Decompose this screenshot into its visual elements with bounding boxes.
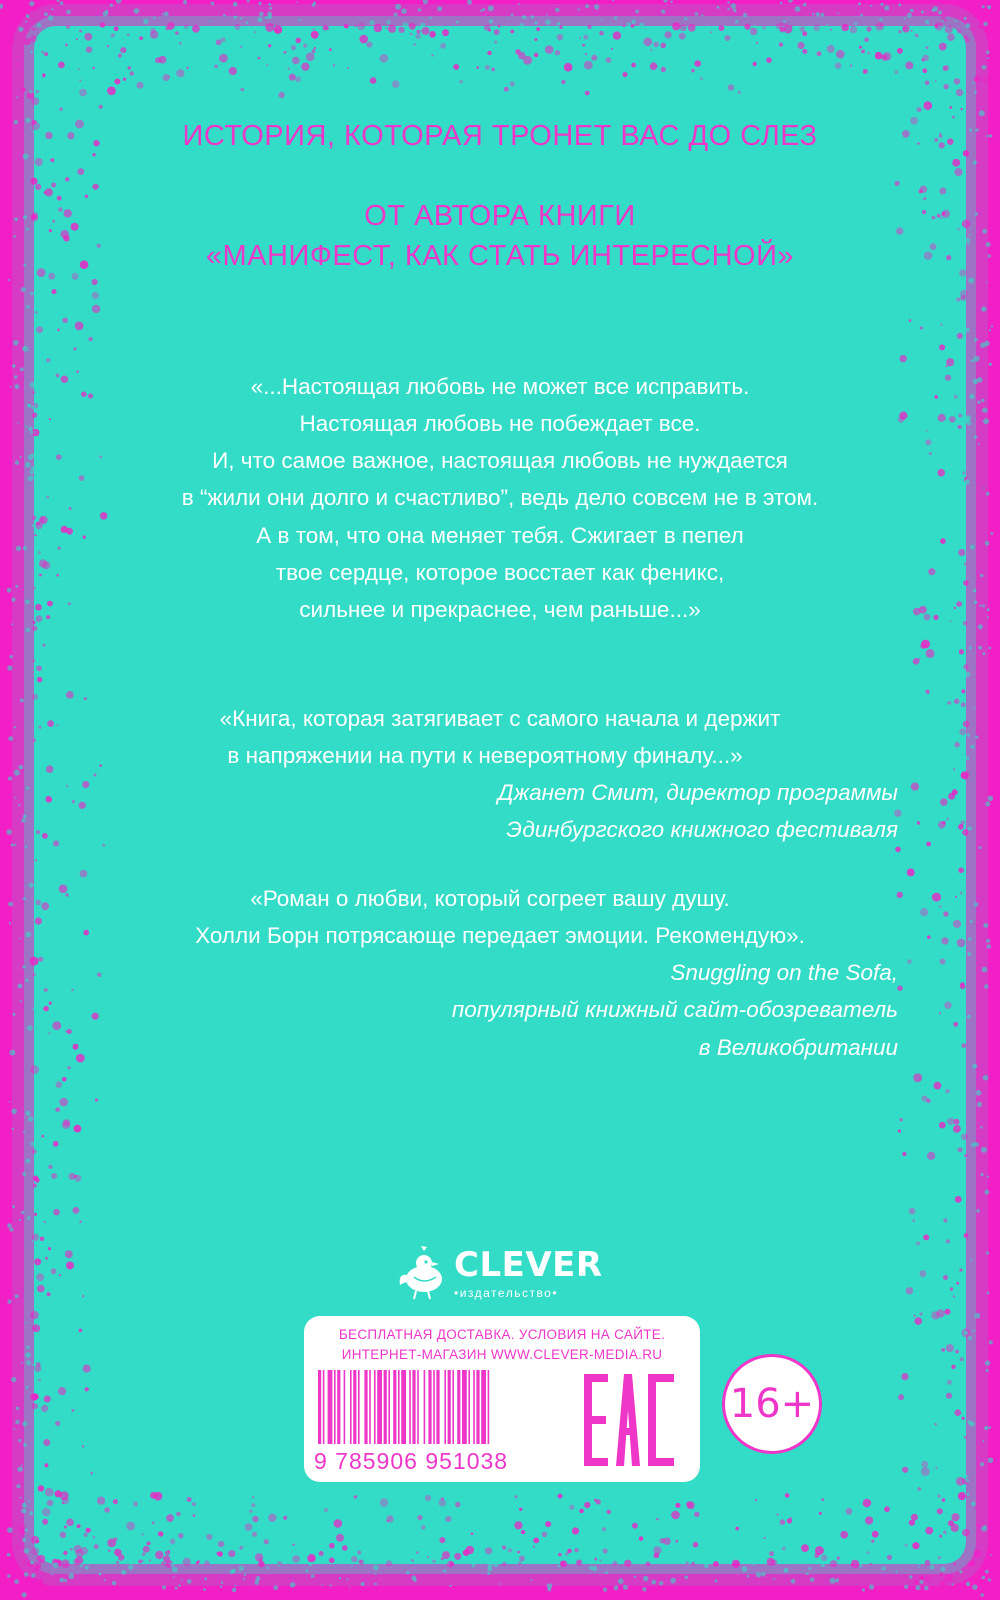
review-quote-line: «Роман о любви, который согреет вашу душу. bbox=[250, 886, 730, 911]
publisher-subtitle: •издательство• bbox=[454, 1286, 559, 1300]
publisher-logo bbox=[394, 1245, 604, 1303]
review-attribution: Эдинбургского книжного фестиваля bbox=[506, 817, 898, 843]
author-line-1: ОТ АВТОРА КНИГИ bbox=[364, 200, 636, 232]
shop-url: ИНТЕРНЕТ-МАГАЗИН WWW.CLEVER-MEDIA.RU bbox=[341, 1347, 663, 1362]
age-rating-badge: 16+ bbox=[722, 1354, 822, 1454]
excerpt-line: «...Настоящая любовь не может все исправить. bbox=[250, 374, 750, 399]
excerpt-line: А в том, что она меняет тебя. Сжигает в пепел bbox=[256, 522, 744, 548]
review-1 bbox=[0, 700, 1000, 849]
excerpt-line: Настоящая любовь не побеждает все. bbox=[299, 411, 701, 437]
delivery-note: БЕСПЛАТНАЯ ДОСТАВКА. УСЛОВИЯ НА САЙТЕ. bbox=[338, 1327, 666, 1342]
book-excerpt bbox=[0, 368, 1000, 628]
publisher-name: CLEVER bbox=[454, 1245, 603, 1285]
review-attribution: популярный книжный сайт-обозреватель bbox=[451, 997, 898, 1023]
review-quote-line: Холли Борн потрясающе передает эмоции. Рекомендую». bbox=[195, 923, 805, 949]
review-attribution: Snuggling on the Sofa, bbox=[670, 960, 898, 986]
eac-mark-icon bbox=[580, 1370, 680, 1470]
review-attribution: Джанет Смит, директор программы bbox=[497, 780, 898, 806]
excerpt-line: И, что самое важное, настоящая любовь не нуждается bbox=[212, 448, 788, 474]
barcode-sticker bbox=[304, 1316, 700, 1482]
review-2 bbox=[0, 880, 1000, 1066]
excerpt-line: сильнее и прекраснее, чем раньше...» bbox=[299, 596, 701, 622]
review-quote-line: в напряжении на пути к невероятному финалу...» bbox=[227, 743, 743, 769]
tagline: ИСТОРИЯ, КОТОРАЯ ТРОНЕТ ВАС ДО СЛЕЗ bbox=[182, 120, 818, 152]
review-attribution: в Великобритании bbox=[698, 1034, 898, 1060]
excerpt-line: твое сердце, которое восстает как феникс, bbox=[275, 559, 725, 585]
barcode bbox=[314, 1370, 566, 1446]
review-quote-line: «Книга, которая затягивает с самого начала и держит bbox=[219, 706, 781, 731]
excerpt-line: в “жили они долго и счастливо”, ведь дело совсем не в этом. bbox=[181, 485, 819, 511]
bird-icon bbox=[394, 1245, 450, 1301]
author-line-2: «МАНИФЕСТ, КАК СТАТЬ ИНТЕРЕСНОЙ» bbox=[205, 240, 795, 272]
isbn-number: 9 785906 951038 bbox=[314, 1448, 509, 1474]
